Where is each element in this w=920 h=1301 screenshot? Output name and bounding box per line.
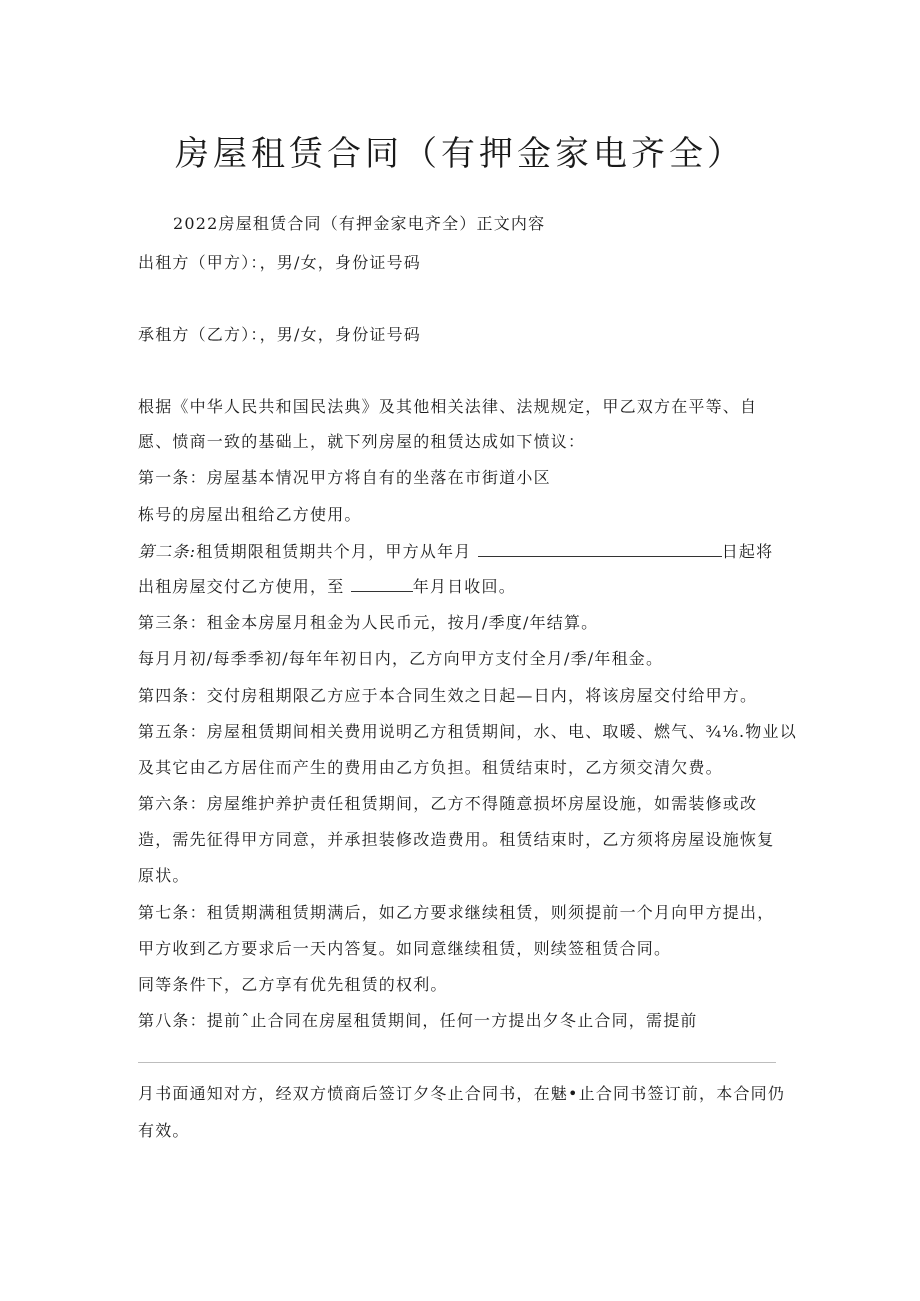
preamble-line: 愿、愤商一致的基础上，就下列房屋的租赁达成如下愤议：	[138, 432, 586, 451]
article-2-line	[138, 575, 516, 598]
lessee-line: 承租方（乙方）：，男/女，身份证号码	[138, 325, 421, 344]
article-8-continued-line: 有效。	[138, 1121, 190, 1140]
article-8-line: 第八条：提前ˆ止合同在房屋租赁期间，任何一方提出夕冬止合同，需提前	[138, 1011, 698, 1030]
article-6-line: 原状。	[138, 866, 190, 885]
article-2-label: 第二条:	[138, 542, 197, 561]
article-5-line: 第五条：房屋租赁期间相关费用说明乙方租赁期间，水、电、取暖、燃气、¾⅛.物业以	[138, 722, 797, 741]
article-3-line: 每月月初/每季季初/每年年初日内，乙方向甲方支付全月/季/年租金。	[138, 649, 664, 668]
article-6-line: 第六条：房屋维护养护责任租赁期间，乙方不得随意损坏房屋设施，如需装修或改	[138, 794, 758, 813]
article-3-line: 第三条：租金本房屋月租金为人民币元，按月/季度/年结算。	[138, 613, 599, 632]
lessor-line: 出租方（甲方）：，男/女，身份证号码	[138, 253, 421, 272]
blank-underline	[351, 575, 413, 592]
intro-line: 2022房屋租赁合同（有押金家电齐全）正文内容	[173, 214, 546, 233]
article-7-line: 甲方收到乙方要求后一天内答复。如同意继续租赁，则续签租赁合同。	[138, 939, 672, 958]
article-1-line: 栋号的房屋出租给乙方使用。	[138, 505, 362, 524]
article-4-line: 第四条：交付房租期限乙方应于本合同生效之日起—日内，将该房屋交付给甲方。	[138, 686, 758, 705]
page-divider	[138, 1062, 776, 1063]
article-7-line: 第七条：租赁期满租赁期满后，如乙方要求继续租赁，则须提前一个月向甲方提出，	[138, 903, 775, 922]
article-6-line: 造，需先征得甲方同意，并承担装修改造费用。租赁结束时，乙方须将房屋设施恢复	[138, 830, 775, 849]
preamble-line: 根据《中华人民共和国民法典》及其他相关法律、法规规定，甲乙双方在平等、自	[138, 397, 758, 416]
article-2-line	[138, 540, 773, 563]
article-2-text: 出租房屋交付乙方使用，至	[138, 577, 345, 596]
article-2-text: 日起将	[721, 542, 774, 561]
article-7-line: 同等条件下，乙方享有优先租赁的权利。	[138, 975, 448, 994]
article-8-continued-line: 月书面通知对方，经双方愤商后签订夕冬止合同书，在魅•止合同书签订前，本合同仍	[138, 1084, 786, 1103]
article-1-line: 第一条：房屋基本情况甲方将自有的坐落在市街道小区	[138, 468, 551, 487]
article-2-text: 年月日收回。	[412, 577, 516, 596]
blank-underline	[478, 540, 722, 557]
article-2-text: 租赁期限租赁期共个月，甲方从年月	[196, 542, 472, 561]
document-title: 房屋租赁合同（有押金家电齐全）	[175, 134, 745, 174]
article-5-line: 及其它由乙方居住而产生的费用由乙方负担。租赁结束时，乙方须交清欠费。	[138, 758, 723, 777]
